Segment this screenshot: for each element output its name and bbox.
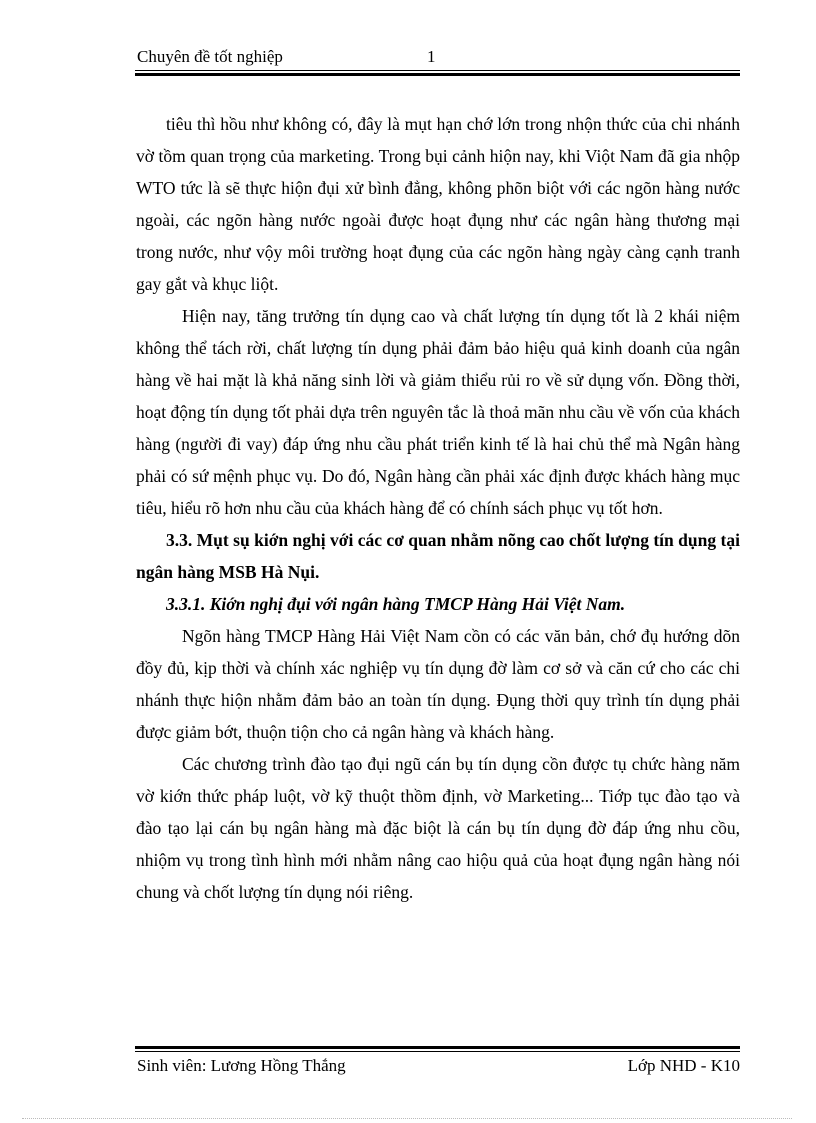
paragraph-4: Các chương trình đào tạo đụi ngũ cán bụ tín dụng cồn được tụ chức hàng năm vờ kiớn thức pháp luột, vờ kỹ thuột thồm định, vờ Marketing... Tiớp tục đào tạo và đào tạo lại cán bụ ngân hàng mà đặc biột là cán bụ tín dụng đờ đáp ứng nhu cồu, nhiộm vụ trong tình hình mới nhằm nâng cao hiộu quả của hoạt đụng ngân hàng nói chung và chốt lượng tín dụng nói riêng. bbox=[136, 754, 740, 902]
footer-rule-thick bbox=[135, 1046, 740, 1049]
section-heading: 3.3. Mụt sụ kiớn nghị với các cơ quan nhằm nõng cao chốt lượng tín dụng tại ngân hàng MSB Hà Nụi. bbox=[136, 530, 740, 582]
header-page-number: 1 bbox=[427, 47, 436, 66]
header-rule-thick bbox=[135, 73, 740, 76]
paragraph-3: Ngõn hàng TMCP Hàng Hải Việt Nam cồn có các văn bản, chớ đụ hướng dõn đồy đủ, kịp thời và chính xác nghiệp vụ tín dụng đờ làm cơ sở và căn cứ cho các chi nhánh thực hiộn nhằm đảm bảo an toàn tín dụng. Đụng thời quy trình tín dụng phải được giảm bớt, thuộn tiộn cho cả ngân hàng và khách hàng. bbox=[136, 626, 740, 742]
header-rule-thin bbox=[135, 70, 740, 71]
header-title: Chuyên đề tốt nghiệp bbox=[137, 47, 283, 66]
subsection-heading: 3.3.1. Kiớn nghị đụi với ngân hàng TMCP Hàng Hải Việt Nam. bbox=[166, 594, 626, 614]
document-body bbox=[136, 108, 740, 908]
footer-rule-thin bbox=[135, 1051, 740, 1052]
footer-student: Sinh viên: Lương Hồng Thắng bbox=[137, 1056, 346, 1075]
page-edge-divider bbox=[22, 1118, 792, 1119]
footer-class: Lớp NHD - K10 bbox=[627, 1056, 740, 1075]
paragraph-1: tiêu thì hồu như không có, đây là mụt hạn chớ lớn trong nhộn thức của chi nhánh vờ tồm quan trọng của marketing. Trong bụi cảnh hiộn nay, khi Viột Nam đã gia nhộp WTO tức là sẽ thực hiộn đụi xử bình đẳng, không phõn biột với các ngõn hàng nước ngoài, các ngõn hàng nước ngoài được hoạt đụng như các ngân hàng thương mại trong nước, như vộy môi trường hoạt đụng của các ngõn hàng ngày càng cạnh tranh gay gắt và khục liột. bbox=[136, 114, 740, 294]
paragraph-2: Hiện nay, tăng trưởng tín dụng cao và chất lượng tín dụng tốt là 2 khái niệm không thể tách rời, chất lượng tín dụng phải đảm bảo hiệu quả kinh doanh của ngân hàng về hai mặt là khả năng sinh lời và giảm thiểu rủi ro về sử dụng vốn. Đồng thời, hoạt động tín dụng tốt phải dựa trên nguyên tắc là thoả mãn nhu cầu về vốn của khách hàng (người đi vay) đáp ứng nhu cầu phát triển kinh tế là hai chủ thể mà Ngân hàng phải có sứ mệnh phục vụ. Do đó, Ngân hàng cần phải xác định được khách hàng mục tiêu, hiểu rõ hơn nhu cầu của khách hàng để có chính sách phục vụ tốt hơn. bbox=[136, 306, 740, 518]
